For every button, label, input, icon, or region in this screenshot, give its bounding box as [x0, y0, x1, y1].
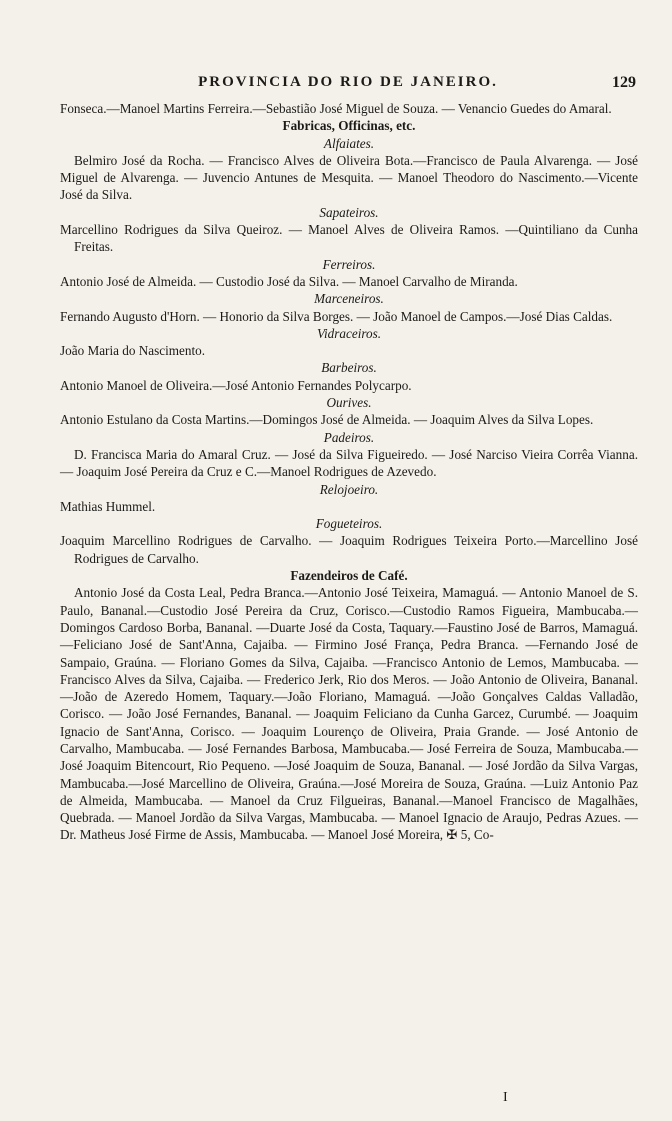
subheading-alfaiates: Alfaiates.: [323, 135, 375, 151]
subheading-vidraceiros: Vidraceiros.: [316, 325, 382, 341]
paragraph-marceneiros: Fernando Augusto d'Horn. — Honorio da Silva Borges. — João Manoel de Campos.—José Dias Caldas.: [60, 308, 613, 324]
paragraph-barbeiros: Antonio Manoel de Oliveira.—José Antonio Fernandes Polycarpo.: [60, 377, 412, 393]
paragraph-vidraceiros: João Maria do Nascimento.: [60, 343, 206, 359]
subheading-padeiros: Padeiros.: [323, 429, 375, 445]
paragraph-fogueteiros: Joaquim Marcellino Rodrigues de Carvalho. — Joaquim Rodrigues Teixeira Porto.—Marcellino José Rodrigues de Carvalho.: [60, 533, 638, 566]
subheading-ferreiros: Ferreiros.: [322, 256, 376, 272]
subheading-ourives: Ourives.: [326, 395, 372, 411]
subheading-sapateiros: Sapateiros.: [319, 204, 379, 220]
paragraph-fazendeiros: Antonio José da Costa Leal, Pedra Branca.—Antonio José Teixeira, Mamaguá. — Antonio Manoel de S. Paulo, Bananal.—Custodio José Pereira da Cruz, Corisco.—Custodio Ramos Figueira, Mambucaba.—Domingos Cardoso Borba, Bananal. —Duarte José da Costa, Taquary.—Faustino José de Barros, Mamaguá. —Feliciano José de Sant'Anna, Cajaiba. — Firmino José França, Pedra Branca. —Fernando José de Sampaio, Graúna. — Floriano Gomes da Silva, Cajaiba. —Francisco Antonio de Lemos, Mambucaba. — Francisco Alves da Silva, Cajaiba. — Frederico Jerk, Rio dos Meros. — João Antonio de Oliveira, Bananal. —João de Azeredo Homem, Taquary.—João Floriano, Mamaguá. —João Gonçalves Caldas Valladão, Corisco. — João José Fernandes, Bananal. — Joaquim Feliciano da Cunha Garcez, Curumbé. — Joaquim Ignacio de Sant'Anna, Corisco. — Joaquim Lourenço de Oliveira, Praia Grande. — José Antonio de Carvalho, Mambucaba. — José Fernandes Barbosa, Mambucaba.— José Ferreira de Souza, Mambucaba.—José Joaquim Bitencourt, Rio Pequeno. —José Joaquim de Souza, Bananal. — José Jordão da Silva Vargas, Mambucaba.—José Marcellino de Oliveira, Graúna.—José Moreira de Souza, Graúna. —Luiz Antonio Paz de Almeida, Mambucaba. — Manoel da Cruz Filgueiras, Bananal.—Manoel Francisco de Magalhães, Quebrada. — Manoel Jordão da Silva Vargas, Mambucaba. — Manoel Ignacio de Araujo, Pedras Azues. — Dr. Matheus José Firme de Assis, Mambucaba. — Manoel José Moreira, ✠ 5, Co-: [60, 585, 638, 843]
subheading-fogueteiros: Fogueteiros.: [315, 516, 383, 532]
paragraph-sapateiros: Marcellino Rodrigues da Silva Queiroz. — Manoel Alves de Oliveira Ramos. —Quintiliano da Cunha Freitas.: [60, 222, 638, 255]
intro-paragraph: Fonseca.—Manoel Martins Ferreira.—Sebastião José Miguel de Souza. — Venancio Guedes do Amaral.: [60, 101, 612, 116]
subheading-barbeiros: Barbeiros.: [321, 360, 377, 376]
paragraph-alfaiates: Belmiro José da Rocha. — Francisco Alves de Oliveira Bota.—Francisco de Paula Alvarenga. — José Miguel de Alvarenga. — Juvencio Antunes de Mesquita. — Manoel Theodoro do Nascimento.—Vicente José da Silva.: [60, 152, 638, 203]
running-head: [60, 74, 636, 100]
section-heading-fabricas: Fabricas, Officinas, etc.: [282, 118, 416, 134]
paragraph-ourives: Antonio Estulano da Costa Martins.—Domingos José de Almeida. — Joaquim Alves da Silva Lopes.: [60, 412, 594, 428]
page-title: PROVINCIA DO RIO DE JANEIRO.: [198, 74, 498, 90]
signature-mark: I: [503, 1090, 508, 1105]
subheading-marceneiros: Marceneiros.: [314, 291, 384, 307]
paragraph-ferreiros: Antonio José de Almeida. — Custodio José da Silva. — Manoel Carvalho de Miranda.: [60, 273, 518, 289]
paragraph-padeiros: D. Francisca Maria do Amaral Cruz. — José da Silva Figueiredo. — José Narciso Vieira Corrêa Vianna. — Joaquim José Pereira da Cruz e C.—Manoel Rodrigues de Azevedo.: [60, 446, 638, 480]
page-body: [60, 100, 638, 844]
paragraph-relojoeiro: Mathias Hummel.: [60, 498, 156, 514]
subheading-relojoeiro: Relojoeiro.: [319, 481, 379, 497]
section-heading-fazendeiros: Fazendeiros de Café.: [290, 568, 408, 584]
page-number: 129: [612, 74, 636, 91]
